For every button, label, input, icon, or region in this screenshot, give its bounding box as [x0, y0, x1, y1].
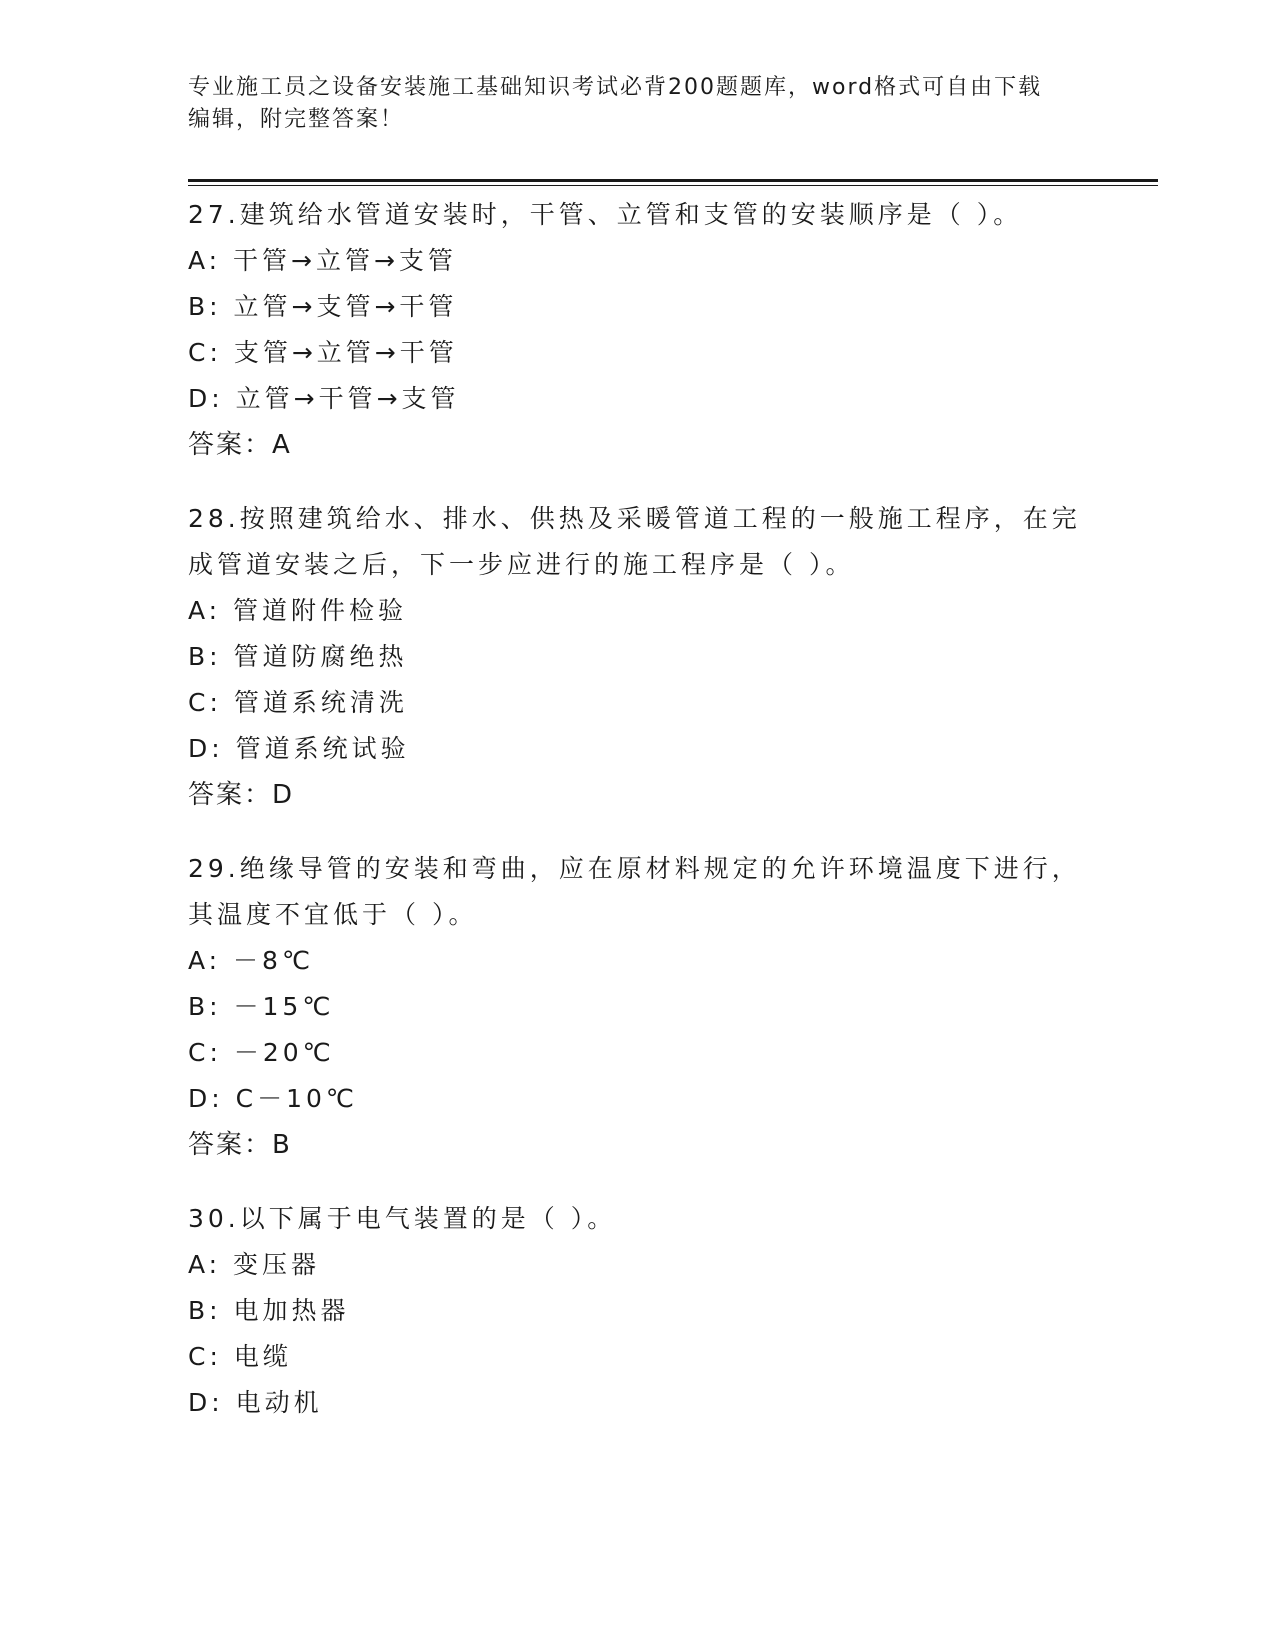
header-divider-thick [188, 179, 1158, 182]
option-a: A: 管道附件检验 [188, 596, 408, 625]
question-29 [188, 846, 1088, 1168]
answer-value: A [272, 430, 292, 460]
answer-label: 答案： [188, 780, 273, 810]
question-stem-line-2: 成管道安装之后，下一步应进行的施工程序是（ ）。 [188, 550, 855, 579]
option-d: D: 电动机 [188, 1388, 323, 1417]
option-a: A: 干管→立管→支管 [188, 246, 457, 275]
document-header [188, 72, 1088, 136]
question-stem: 27.建筑给水管道安装时，干管、立管和支管的安装顺序是（ ）。 [188, 200, 1023, 229]
answer-line [188, 772, 1088, 818]
answer-label: 答案： [188, 430, 273, 460]
option-a: A: 变压器 [188, 1250, 321, 1279]
question-stem-line-2: 其温度不宜低于（ ）。 [188, 900, 478, 929]
answer-value: D [272, 780, 295, 810]
question-30 [188, 1196, 1088, 1426]
question-28 [188, 496, 1088, 818]
option-d: D: C－10℃ [188, 1084, 358, 1113]
header-title-line-2: 编辑，附完整答案！ [188, 107, 405, 132]
option-b: B: 管道防腐绝热 [188, 642, 408, 671]
answer-label: 答案： [188, 1130, 273, 1160]
question-stem-line-1: 28.按照建筑给水、排水、供热及采暖管道工程的一般施工程序，在完 [188, 504, 1081, 533]
option-c: C: －20℃ [188, 1038, 335, 1067]
option-d: D: 管道系统试验 [188, 734, 410, 763]
option-c: C: 管道系统清洗 [188, 688, 408, 717]
option-c: C: 电缆 [188, 1342, 292, 1371]
option-b: B: 电加热器 [188, 1296, 350, 1325]
answer-line [188, 422, 1088, 468]
option-a: A: －8℃ [188, 946, 315, 975]
option-b: B: 立管→支管→干管 [188, 292, 458, 321]
answer-line [188, 1122, 1088, 1168]
option-c: C: 支管→立管→干管 [188, 338, 458, 367]
option-d: D: 立管→干管→支管 [188, 384, 460, 413]
question-stem-line-1: 29.绝缘导管的安装和弯曲，应在原材料规定的允许环境温度下进行， [188, 854, 1081, 883]
header-divider-thin [188, 185, 1158, 186]
question-27 [188, 192, 1088, 468]
header-title-line-1: 专业施工员之设备安装施工基础知识考试必背200题题库，word格式可自由下载 [188, 75, 1043, 100]
question-stem: 30.以下属于电气装置的是（ ）。 [188, 1204, 617, 1233]
answer-value: B [272, 1130, 292, 1160]
option-b: B: －15℃ [188, 992, 335, 1021]
